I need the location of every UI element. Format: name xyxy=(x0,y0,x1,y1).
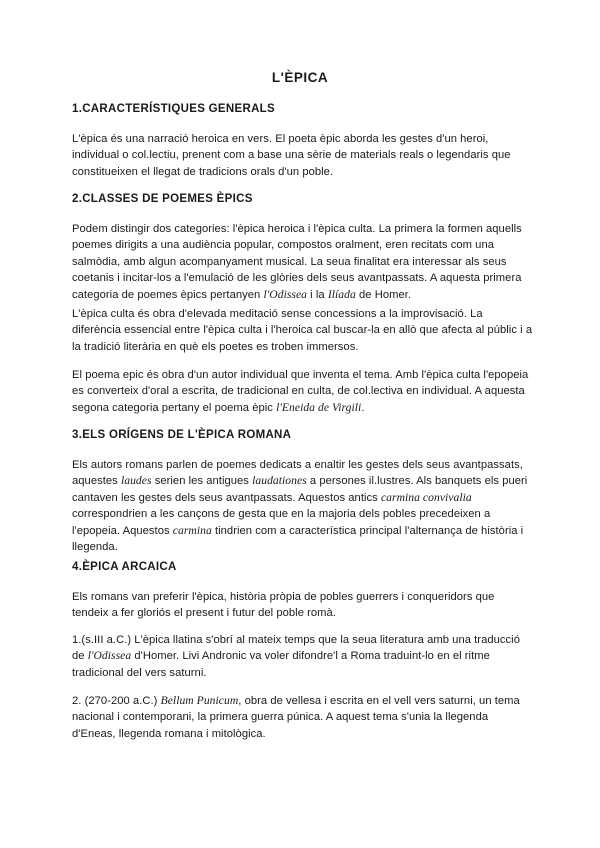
section-2-heading: 2.CLASSES DE POEMES ÈPICS xyxy=(72,193,253,205)
section-2-paragraph-2: L'èpica culta és obra d'elevada meditació sense concessions a la improvisació. La diferència essencial entre l'èpica culta i l'heroica cal buscar-la en allò que afecta al públic i a la tradició literària en què els poetes es troben immersos. xyxy=(72,308,533,353)
section-4-paragraph-1: Els romans van preferir l'èpica, història pròpia de pobles guerrers i conqueridors que tendeix a fer gloriós el present i futur del poble romà. xyxy=(72,591,495,620)
section-2-paragraph-1: Podem distingir dos categories: l'èpica heroica i l'èpica culta. La primera la formen aquells poemes dirigits a una audiència popular, compostos oralment, eren recitats com una salmòdia, amb algun acompanyament musical. La seua finalitat era interessar als seus coetanis i incitar-los a l'emulació de les glòries dels seus avantpassats. A aquesta primera categoria de poemes èpics pertanyen l'Odissea i la Ilíada de Homer. xyxy=(72,223,522,301)
section-3-heading: 3.ELS ORÍGENS DE L'ÈPICA ROMANA xyxy=(72,429,292,441)
section-4-heading: 4.ÈPICA ARCAICA xyxy=(72,561,177,573)
section-2-paragraph-3: El poema epic és obra d'un autor individual que inventa el tema. Amb l'èpica culta l'epopeia es converteix d'oral a escrita, de tradicional en culta, de col.lectiva en individual. A aquesta segona categoria pertany el poema èpic l'Eneida de Virgili. xyxy=(72,369,529,414)
section-3-paragraph: Els autors romans parlen de poemes dedicats a enaltir les gestes dels seus avantpassats, aquestes laudes serien les antigues laudationes a persones il.lustres. Als banquets els pueri cantaven les gestes dels seus avantpassats. Aquestos antics carmina convivalia correspondrien a les cançons de gesta que en la majoria dels pobles precedeixen a l'epopeia. Aquestos carmina tindrien com a característica principal l'alternança de història i llegenda. xyxy=(72,459,528,554)
page-title: L'ÈPICA xyxy=(271,70,329,85)
section-1-paragraph: L'èpica és una narració heroica en vers. El poeta èpic aborda les gestes d'un heroi, individual o col.lectiu, prenent com a base una sèrie de materials reals o legendaris que constitueixen el llegat de tradicions orals d'un poble. xyxy=(72,133,511,178)
section-4-paragraph-3: 2. (270-200 a.C.) Bellum Punicum, obra de vellesa i escrita en el vell vers saturni, un tema nacional i contemporani, la primera guerra púnica. A aquest tema s'unia la llegenda d'Eneas, llegenda romana i mitològica. xyxy=(72,694,520,740)
section-4-paragraph-2: 1.(s.III a.C.) L'èpica llatina s'obrí al mateix temps que la seua literatura amb una traducció de l'Odissea d'Homer. Livi Andronic va voler difondre'l a Roma traduint-lo en el ritme tradicional del vers saturni. xyxy=(72,634,520,679)
section-1-heading: 1.CARACTERÍSTIQUES GENERALS xyxy=(72,103,275,115)
